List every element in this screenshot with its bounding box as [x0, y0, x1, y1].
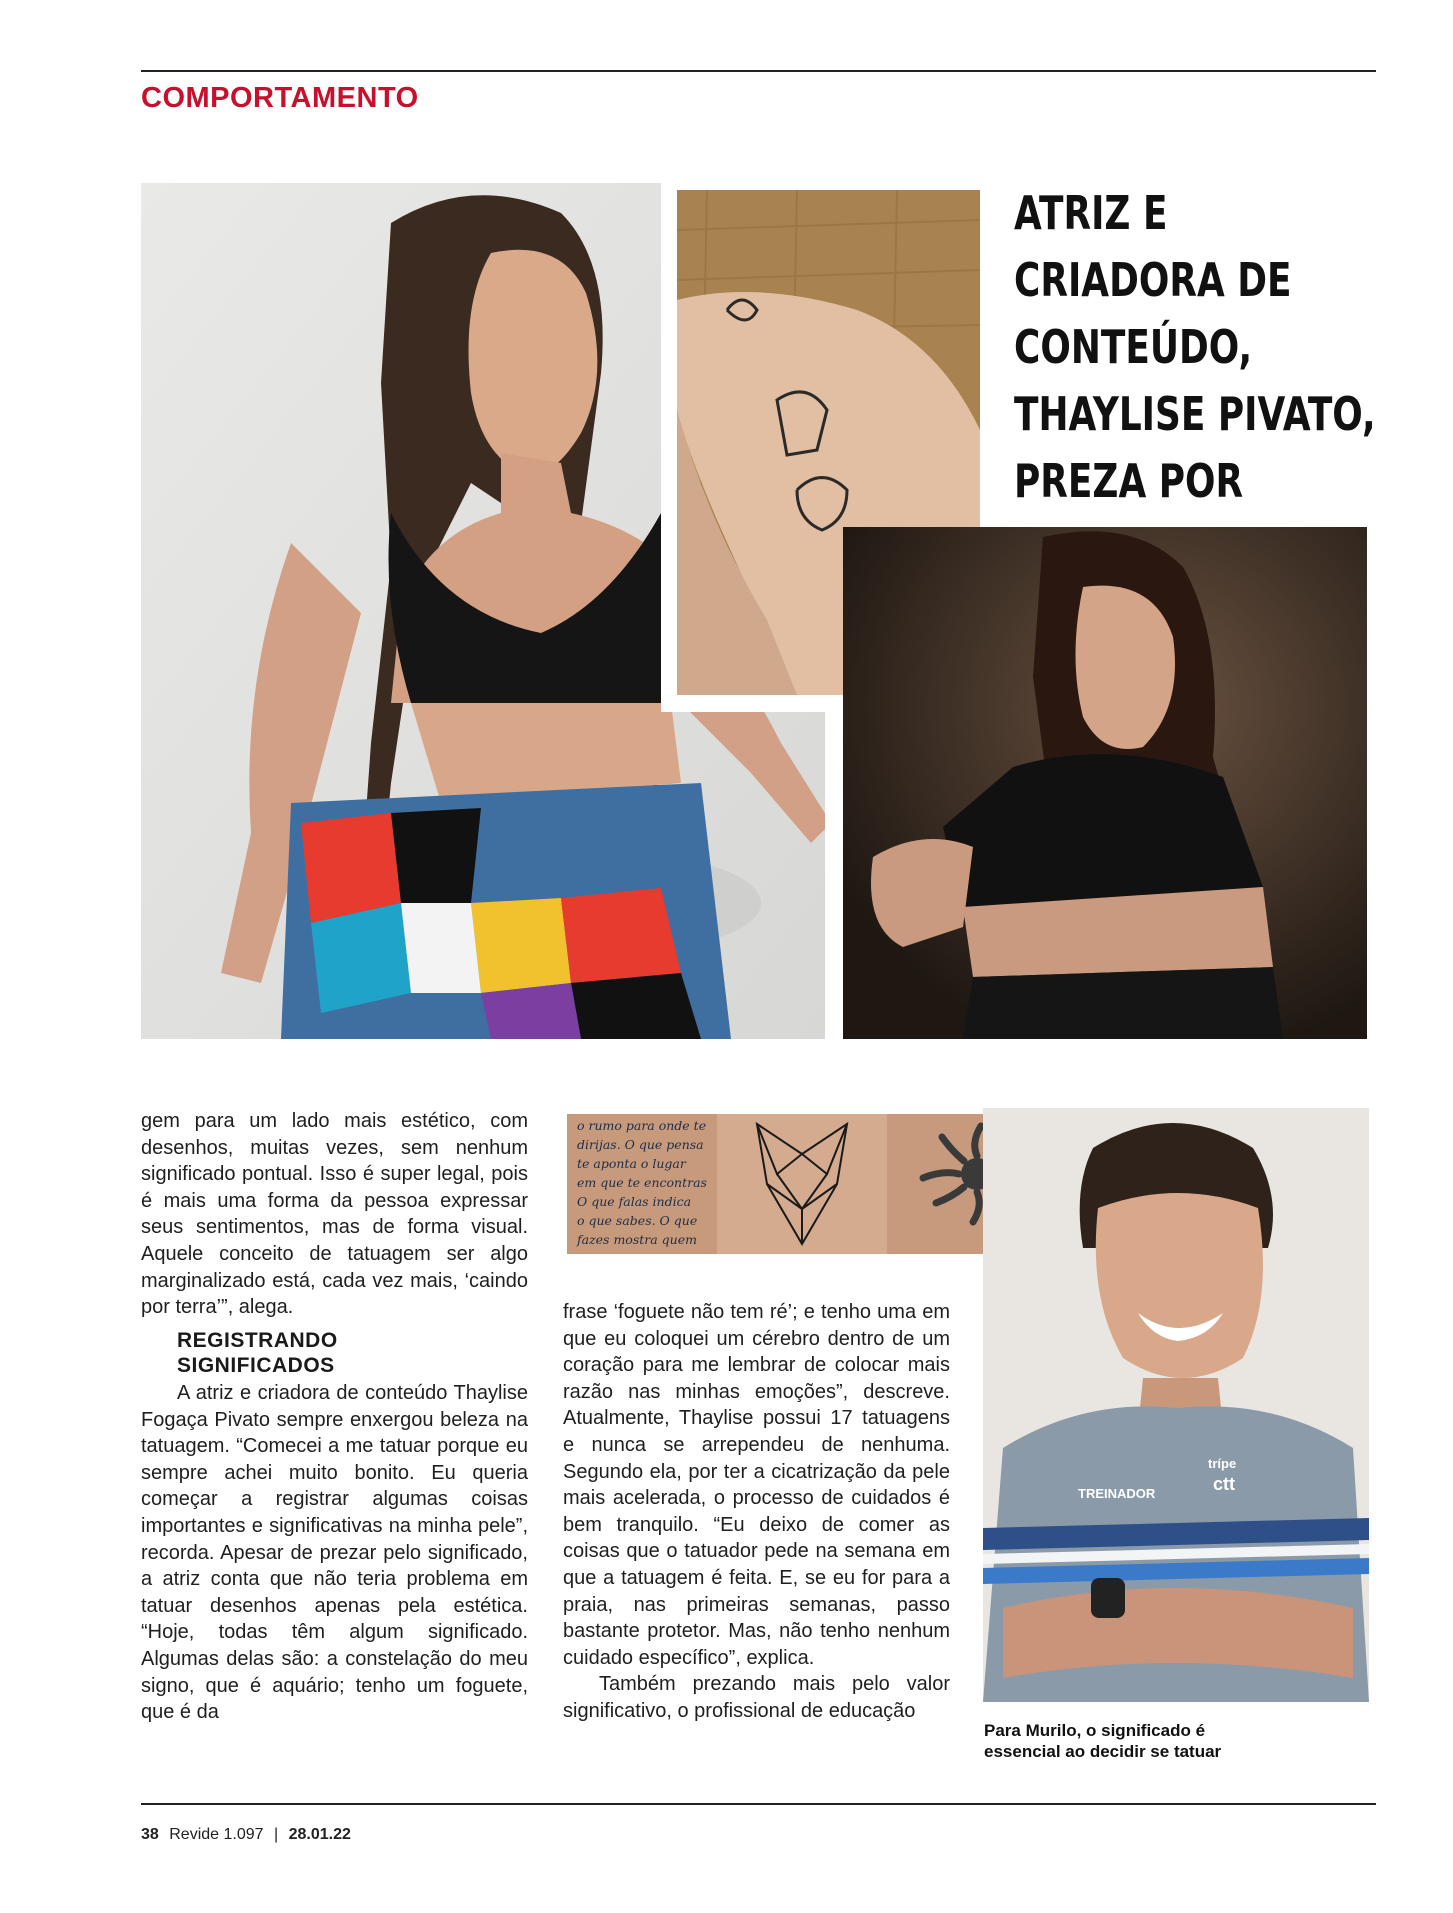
portrait-photo — [843, 527, 1367, 1039]
svg-text:ctt: ctt — [1213, 1474, 1235, 1494]
svg-text:fazes mostra quem: fazes mostra quem — [577, 1232, 697, 1247]
article-column-2 — [563, 1299, 950, 1725]
tattoo-wolf-photo — [717, 1114, 887, 1254]
svg-text:em que te encontras: em que te encontras — [577, 1175, 707, 1190]
page-number: 38 — [141, 1826, 159, 1843]
footer-separator: | — [274, 1826, 279, 1843]
publication-name: Revide 1.097 — [169, 1826, 264, 1843]
svg-text:trípe: trípe — [1208, 1456, 1237, 1471]
murilo-photo — [983, 1108, 1369, 1702]
svg-text:o que sabes. O que: o que sabes. O que — [577, 1213, 698, 1228]
photo-caption: Para Murilo, o significado é essencial ao decidir se tatuar — [984, 1721, 1222, 1761]
svg-text:te aponta o lugar: te aponta o lugar — [577, 1156, 686, 1171]
headline: ATRIZ E CRIADORA DE CONTEÚDO, THAYLISE PIVATO, PREZA POR — [1014, 186, 1376, 508]
article-column-1 — [141, 1328, 528, 1726]
section-label: COMPORTAMENTO — [141, 82, 419, 114]
svg-text:dirijas. O que pensa: dirijas. O que pensa — [577, 1137, 704, 1152]
subhead-line-1: REGISTRANDO — [177, 1329, 338, 1352]
article-paragraph: Também prezando mais pelo valor significativo, o profissional de educação — [563, 1673, 950, 1722]
svg-text:O que falas indica: O que falas indica — [577, 1194, 692, 1209]
tattoo-text-photo — [567, 1114, 717, 1254]
top-rule — [141, 70, 1376, 72]
subhead-line-2: SIGNIFICADOS — [177, 1354, 335, 1377]
article-paragraph: frase ‘foguete não tem ré’; e tenho uma em que eu coloquei um cérebro dentro de um coração para me lembrar de colocar mais razão nas minhas emoções”, descreve. Atualmente, Thaylise possui 17 tatuagens e nunca se arrependeu de nenhuma. Segundo ela, por ter a cicatrização da pele mais acelerada, o processo de cuidados é bem tranquilo. “Eu deixo de comer as coisas que o tatuador pede na semana em que a tatuagem é feita. E, se eu for para a praia, nas primeiras semanas, passo bastante protetor. Mas, não tenho nenhum cuidado específico”, explica. — [563, 1301, 950, 1669]
page-footer — [141, 1826, 351, 1844]
bottom-rule — [141, 1803, 1376, 1805]
subhead — [177, 1328, 528, 1378]
article-paragraph-continuation: gem para um lado mais estético, com desenhos, muitas vezes, sem nenhum significado pontual. Isso é super legal, pois é mais uma forma da pessoa expressar seus sentimentos, mas de forma visual. Aquele conceito de tatuagem ser algo marginalizado está, cada vez mais, ‘caindo por terra’”, alega. — [141, 1110, 528, 1319]
issue-date: 28.01.22 — [288, 1826, 351, 1843]
svg-text:TREINADOR: TREINADOR — [1078, 1486, 1156, 1501]
svg-text:o rumo para onde te: o rumo para onde te — [577, 1118, 707, 1133]
article-column-1-top — [141, 1108, 528, 1321]
article-paragraph: A atriz e criadora de conteúdo Thaylise Fogaça Pivato sempre enxergou beleza na tatuagem. “Comecei a me tatuar porque eu sempre achei muito bonito. Eu queria começar a registrar algumas coisas importantes e significativas na minha pele”, recorda. Apesar de prezar pelo significado, a atriz conta que não teria problema em tatuar desenhos apenas pela estética. “Hoje, todas têm algum significado. Algumas delas são: a constelação do meu signo, que é aquário; tenho um foguete, que é da — [141, 1382, 528, 1724]
